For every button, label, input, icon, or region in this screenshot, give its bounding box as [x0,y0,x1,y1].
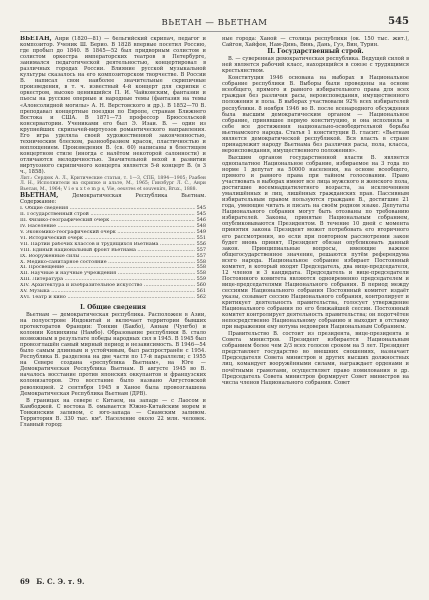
entry-vietan [20,36,206,175]
header-rule [20,31,409,32]
toc-item: XIV. Архитектура и изобразительное искусство ..... 560 [20,283,206,289]
toc-item: II. Государственный строй ..... 545 [20,212,206,218]
page-footer [20,577,88,586]
section-state-structure-heading: II. Государственный строй. [267,48,364,56]
toc-item: XV. Музыка ..... 561 [20,289,206,295]
page-number: 545 [388,16,409,27]
footer-source: Б. С. Э. т. 9. [36,577,85,586]
toc-item: XI. Просвещение ..... 558 [20,265,206,271]
section-general-info-heading: I. Общие сведения [80,303,146,311]
state-structure-p2: Конституция 1946 основана на выборах в Национальное собрание республики В. Выборы были проведены на основе всеобщего, прямого и равного избирательного права для всех граждан без различия расы, вероисповедания, имущественного положения и пола. В выборах участвовали 92% всех избирателей республики. 8 ноября 1946 во В. после всенародного обсуждения была высшим демократическим органом — Национальное собрание, принявшее первую конституцию, и она исполнила в себе все достижения национально-освободительной борьбы вьетнамского народа. Статья 1 конституции В. гласит: «Вьетнам является демократической республикой. Вся власть в стране принадлежит народу Вьетнама без различия расы, пола, класса, вероисповедания, имущественного положения». [222,75,409,154]
footer-signature-number: 69 [20,577,30,586]
entry-vietan-text: Анри (1820—81) — бельгийский скрипач, педагог и композитор. Ученик Ш. Берио. В 1828 впервые посетил Россию, где пробыл до 1840. В 1845—52 был придворным солистом и солистом оркестра императорских театров в Петербурге, занимался педагогической деятельностью, концертировал в различных городах России. Влияние русской музыкальной культуры сказалось на его композиторском творчестве. В России В. написал свои наиболее значительные скрипичные произведения, в т. ч. известный 4-й концерт для скрипки с оркестром, высоко ценившийся П. И. Чайковским, фантазии и пьесы на русские оперные и народные темы (фантазия на темы «Алонсолидной могилы» А. Н. Верстовского и др.). В 1852—70 В. преподавал концертные поездки по Европе, странам Ближнего Востока и США. В 1871—73 профессор Брюссельской консерватории. Учениками его был Э. Изаи. В. — один из крупнейших скрипачей-виртуозов романтического направления. Его игра уделяла своей художественной законченностью, техническим блеском, разнообразием красок, пластичностью и воплощением. Произведения В. (св. 60) написаны в блестящем концертном стиле (иногда с налётом некоторой салонности) и отличаются мелодичностью. Значительной вехой в развитии виртуозного скрипичного концерта является 5-й концерт В. (в 3 ч., 1858). [20,36,206,176]
section-general-info-p2: В границах на севере с Китаем, на западе — с Лаосом и Камбоджей. С востока В. омывается Южно-Китайским морем и Тонкинским заливом, с юго-запада — Сиамским заливом. Территория В. 330 тыс. км². Население около 22 млн. человек. Главный город: [20,397,206,428]
toc-item: XIII. Литература ..... 559 [20,277,206,283]
right-column [222,36,409,576]
state-structure-p4: Правительство В. состоит из президента, вице-президента и Совета министров. Президент избирается Национальным собранием более чем 2/3 всех голосов сроком на 5 лет. Президент представляет государство во внешних сношениях, назначает Председателя Совета министров и других высших должностных лиц, командует вооружёнными силами, награждает орденами и почётными грамотами, осуществляет право помилования и др. Председатель Совета министров формирует Совет министров на числа членов Национального собрания. Совет [222,331,409,386]
state-structure-p3: Высшим органом государственной власти В. является однопалатное Национальное собрание, избираемое на 3 года по норме 1 депутат на 50000 населения, на основе всеобщего, прямого и равного права при тайном голосовании. Право участвовать в выборах имеют все лица мужского и женского пола, достигшие восемнадцатилетнего возраста, за исключением умалишённых и лиц, лишённых гражданских прав. Пассивным избирательным правом пользуются граждане В., достигшие 21 года, умеющие читать и писать на своём родном языке. Депутаты Национального собрания могут быть отозваны по требованию избирателей. Законы, принятые Национальным собранием, опубликовываются Президентом. В течение 10 дней с момента принятия закона Президент может потребовать его вторичного его рассмотрения, но если при повторном рассмотрении закон будет вновь принят, Президент обязан опубликовать данный закон. Принципиальные вопросы, имеющие важное общегосударственное значение, решаются путём референдума всего народа. Национальное собрание избирает Постоянный комитет, в который входят Председатель, два вице-председателя, 12 членов и 3 кандидата. Председатель и вице-председатели Постоянного комитета являются одновременно председателем и вице-председателями Национального собрания. В период между сессиями Национального собрания Постоянный комитет издаёт указы, созывает сессию Национального собрания, контролирует и критикует деятельность правительства, голосует утверждение Национального собрания по его ближайшей сессии. Постоянный комитет контролирует деятельность правительства; он подотчётен непосредственно Национальному собранию и выходит в отставку при выражении ему вотума недоверия Национальным Собранием. [222,154,409,331]
toc-item: X. Медико-санитарное состояние ..... 558 [20,260,206,266]
state-structure-p1: В. — суверенная демократическая республика. Ведущей силой в ней является рабочий класс, находящийся в союзе с трудящимся крестьянством. [222,56,409,75]
toc-item: IX. Вооружённые силы ..... 557 [20,254,206,260]
toc-item: I. Общие сведения ..... 545 [20,206,206,212]
toc-item: VI. Исторический очерк ..... 551 [20,236,206,242]
toc-item: VII. Партии рабочих классов и трудящихся Вьетнама ..... 556 [20,242,206,248]
section-general-info-p1: Вьетнам — демократическая республика. Расположен в Азии, на полуострове Индокитай и включает территории бывших протекторатов Франции: Тонкин (Бакбо), Аннам (Чунгбо) и колонии Кохинхины (Намбо). Образование республики В. стало возможным в результате победы народных сил в 1945. В 1945 был провозглашён самый мирный период и независимость. В 1946—54 было самым длинным и устойчивым, был распространён с 1954. Республика В. разделена на две части по 17-й параллели; с 1955 на Севере создана «республика Вьетнам», на Юге — Демократическая Республика Вьетнам. В августе 1945 во В. началось восстание против японских оккупантов и французских колонизаторов. Это восстание было названо Августовской революцией. 2 сентября 1945 в Ханое была провозглашена Демократическая Республика Вьетнам (ДРВ). [20,311,206,397]
toc-item: III. Физико-географический очерк ..... 546 [20,218,206,224]
toc-item: V. Экономико-географический очерк ..... 549 [20,230,206,236]
toc-item: IV. Население ..... 548 [20,224,206,230]
toc-item: VIII. Единый национальный фронт Вьетнама ..... 557 [20,248,206,254]
entry-vietan-literature: Лит.: Сердюк А. Л., Критические статьи, т. 1—3, СПБ, 1894—1905; Раабен Л. Н., Исполнители на скрипке и альте, М., 1965; Гинзбург Л. С., Анри Вьетан, М., 1964; V i e u x t e m p s, Vie, oeuvres et souvenirs, Brux., 1888. [20,176,206,192]
left-column [20,36,206,576]
table-of-contents [20,206,206,301]
toc-item: XII. Научные и научные учреждения ..... 558 [20,271,206,277]
entry-vietnam-title: Демократическая Республика Вьетнам. Содержание: [20,193,206,206]
entry-vietnam-head: ВЬЕТНАМ, [20,192,59,200]
right-continuation: ные города: Ханой — столица республики (ок. 150 тыс. жит.), Сайгон, Хайфон, Нам-Динь, Винь, Дань, Гуэ, Вин, Турин. [222,36,409,49]
toc-item: XVI. Театр и кино ..... 562 [20,295,206,301]
entry-vietnam [20,193,206,205]
entry-vietan-head: ВЬЕТАН, [20,36,52,42]
running-head: ВЬЕТАН — ВЬЕТНАМ [161,18,268,28]
